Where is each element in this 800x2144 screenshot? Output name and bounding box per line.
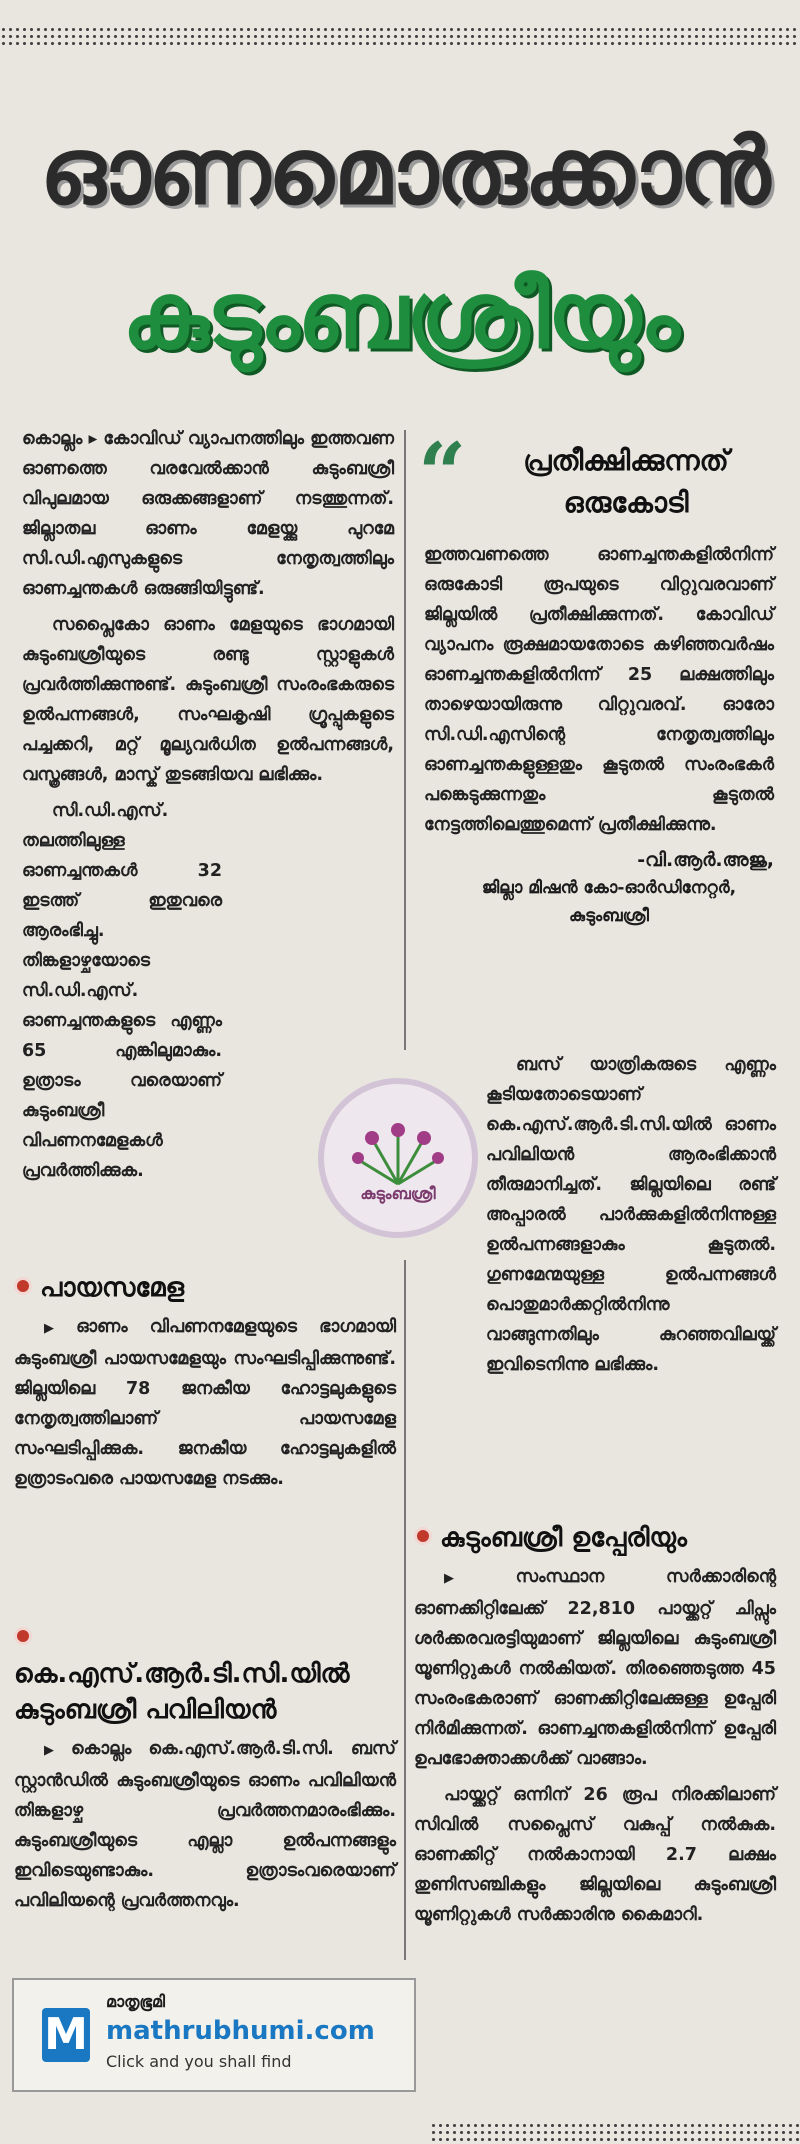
brand-name-ml: മാതൃഭൂമി	[106, 1992, 165, 2011]
quote-box	[424, 540, 774, 930]
article-paragraph: കൊല്ലം ▸ കോവിഡ് വ്യാപനത്തിലും ഇത്തവണ ഓണത്തെ വരവേൽക്കാൻ കുടുംബശ്രീ വിപുലമായ ഒരുക്കങ്ങളാണ് നടത്തുന്നത്. ജില്ലാതല ഓണം മേളയ്ക്കു പുറമേ സി.ഡി.എസുകളുടെ നേതൃത്വത്തിലും ഓണച്ചന്തകൾ ഒരുങ്ങിയിട്ടുണ്ട്.	[22, 429, 394, 599]
brand-site[interactable]: mathrubhumi.com	[106, 2016, 375, 2046]
quote-signature: -വി.ആർ.അജു,	[637, 849, 774, 871]
column-divider	[404, 430, 406, 1050]
article-paragraph: സി.ഡി.എസ്. തലത്തിലുള്ള ഓണച്ചന്തകൾ 32 ഇടത്ത് ഇതുവരെ ആരംഭിച്ചു. തിങ്കളാഴ്ചയോടെ സി.ഡി.എസ്. ഓണച്ചന്തകളുടെ എണ്ണം 65 എങ്കിലുമാകും. ഉത്രാടം വരെയാണ് കുടുംബശ്രീ വിപണനമേളകൾ പ്രവർത്തിക്കുക.	[22, 801, 222, 1181]
article-paragraph: സപ്ലൈകോ ഓണം മേളയുടെ ഭാഗമായി കുടുംബശ്രീയുടെ രണ്ടു സ്റ്റാളുകൾ പ്രവർത്തിക്കുന്നുണ്ട്. കുടുംബശ്രീ സംരംഭകരുടെ ഉൽപന്നങ്ങൾ, സംഘകൃഷി ഗ്രൂപ്പുകളുടെ പച്ചക്കറി, മറ്റ് മൂല്യവർധിത ഉൽപന്നങ്ങൾ, വസ്ത്രങ്ങൾ, മാസ്ക് തുടങ്ങിയവ ലഭിക്കും.	[22, 615, 394, 785]
brand-tagline: Click and you shall find	[106, 2052, 292, 2071]
mathrubhumi-brand	[12, 1978, 416, 2092]
left-column	[22, 424, 394, 1192]
section-title: കുടുംബശ്രീ ഉപ്പേരിയും	[414, 1520, 776, 1556]
section-payasamela	[14, 1270, 396, 1500]
section-title: പായസമേള	[14, 1270, 396, 1306]
mathrubhumi-logo-icon: M	[42, 2008, 90, 2062]
quote-text: ഇത്തവണത്തെ ഓണച്ചന്തകളിൽനിന്ന് ഒരുകോടി രൂപയുടെ വിറ്റുവരവാണ് ജില്ലയിൽ പ്രതീക്ഷിക്കുന്നത്. കോവിഡ് വ്യാപനം രൂക്ഷമായതോടെ കഴിഞ്ഞവർഷം ഓണച്ചന്തകളിൽനിന്ന് 25 ലക്ഷത്തിലും താഴെയായിരുന്നു വിറ്റുവരവ്. ഓരോ സി.ഡി.എസിന്റെ നേതൃത്വത്തിലും ഓണച്ചന്തകളുള്ളതും കൂടുതൽ സംരംഭകർ പങ്കെടുക്കുന്നതും കൂടുതൽ നേട്ടത്തിലെത്തുമെന്ന് പ്രതീക്ഷിക്കുന്നു.	[424, 545, 774, 835]
headline-line1: ഓണമൊരുക്കാൻ	[40, 118, 769, 225]
bullet-icon	[414, 1527, 432, 1545]
section-ksrtc-pavilion	[14, 1620, 396, 1922]
column-divider	[404, 1260, 406, 1960]
section-text: ▶ കൊല്ലം കെ.എസ്.ആർ.ടി.സി. ബസ് സ്റ്റാൻഡിൽ കുടുംബശ്രീയുടെ ഓണം പവിലിയൻ തിങ്കളാഴ്ച പ്രവർത്തനമാരംഭിക്കും. കുടുംബശ്രീയുടെ എല്ലാ ഉൽപന്നങ്ങളും ഇവിടെയുണ്ടാകും. ഉത്രാടംവരെയാണ് പവിലിയന്റെ പ്രവർത്തനവും.	[14, 1739, 396, 1911]
quote-designation: ജില്ലാ മിഷൻ കോ-ഓർഡിനേറ്റർ, കുടുംബശ്രീ	[481, 878, 737, 926]
quote-heading: പ്രതീക്ഷിക്കുന്നത് ഒരുകോടി	[523, 444, 729, 519]
bullet-icon	[14, 1277, 32, 1295]
bullet-icon	[14, 1627, 32, 1645]
section-text: പായ്ക്കറ്റ് ഒന്നിന് 26 രൂപ നിരക്കിലാണ് സിവിൽ സപ്ലൈസ് വകുപ്പ് നൽകുക. ഓണക്കിറ്റ് നൽകാനായി 2.7 ലക്ഷം തുണിസഞ്ചികളും ജില്ലയിലെ കുടുംബശ്രീ യൂണിറ്റുകൾ സർക്കാരിനു കൈമാറി.	[414, 1785, 776, 1925]
headline-line2: കുടുംബശ്രീയും	[122, 262, 678, 369]
top-dotted-border	[0, 26, 800, 48]
quote-icon: “	[418, 424, 467, 523]
section-text: ▶ ഓണം വിപണനമേളയുടെ ഭാഗമായി കുടുംബശ്രീ പായസമേളയും സംഘടിപ്പിക്കുന്നുണ്ട്. ജില്ലയിലെ 78 ജനകീയ ഹോട്ടലുകളുടെ നേതൃത്വത്തിലാണ് പായസമേള സംഘടിപ്പിക്കുക. ജനകീയ ഹോട്ടലുകളിൽ ഉത്രാടംവരെ പായസമേള നടക്കും.	[14, 1317, 396, 1489]
triangle-icon: ▶	[44, 1321, 71, 1336]
bottom-dotted-border	[430, 2122, 800, 2144]
right-column	[416, 1050, 776, 1386]
logo-text: കുടുംബശ്രീ	[360, 1184, 436, 1203]
section-upperi	[414, 1520, 776, 1936]
section-text: ▶ സംസ്ഥാന സർക്കാരിന്റെ ഓണക്കിറ്റിലേക്ക് 22,810 പായ്ക്കറ്റ് ചിപ്സും ശർക്കരവരട്ടിയുമാണ് ജില്ലയിലെ കുടുംബശ്രീ യൂണിറ്റുകൾ നൽകിയത്. തിരഞ്ഞെടുത്ത 45 സംരംഭകരാണ് ഓണക്കിറ്റിലേക്കുള്ള ഉപ്പേരി നിർമിക്കുന്നത്. ഓണച്ചന്തകളിൽനിന്ന് ഉപ്പേരി ഉപഭോക്താക്കൾക്ക് വാങ്ങാം.	[414, 1567, 776, 1769]
article-paragraph: ബസ് യാത്രികരുടെ എണ്ണം കൂടിയതോടെയാണ് കെ.എസ്.ആർ.ടി.സി.യിൽ ഓണം പവിലിയൻ ആരംഭിക്കാൻ തീരുമാനിച്ചത്. ജില്ലയിലെ രണ്ട് അപ്പാരൽ പാർക്കുകളിൽനിന്നുള്ള ഉൽപന്നങ്ങളാകും കൂടുതൽ. ഗുണമേന്മയുള്ള ഉൽപന്നങ്ങൾ പൊതുമാർക്കറ്റിൽനിന്നു വാങ്ങുന്നതിലും കുറഞ്ഞവിലയ്ക്ക് ഇവിടെനിന്നു ലഭിക്കും.	[486, 1055, 776, 1375]
triangle-icon: ▶	[444, 1571, 510, 1586]
section-title: കെ.എസ്.ആർ.ടി.സി.യിൽ കുടുംബശ്രീ പവിലിയൻ	[14, 1620, 354, 1728]
triangle-icon: ▶	[44, 1743, 66, 1758]
